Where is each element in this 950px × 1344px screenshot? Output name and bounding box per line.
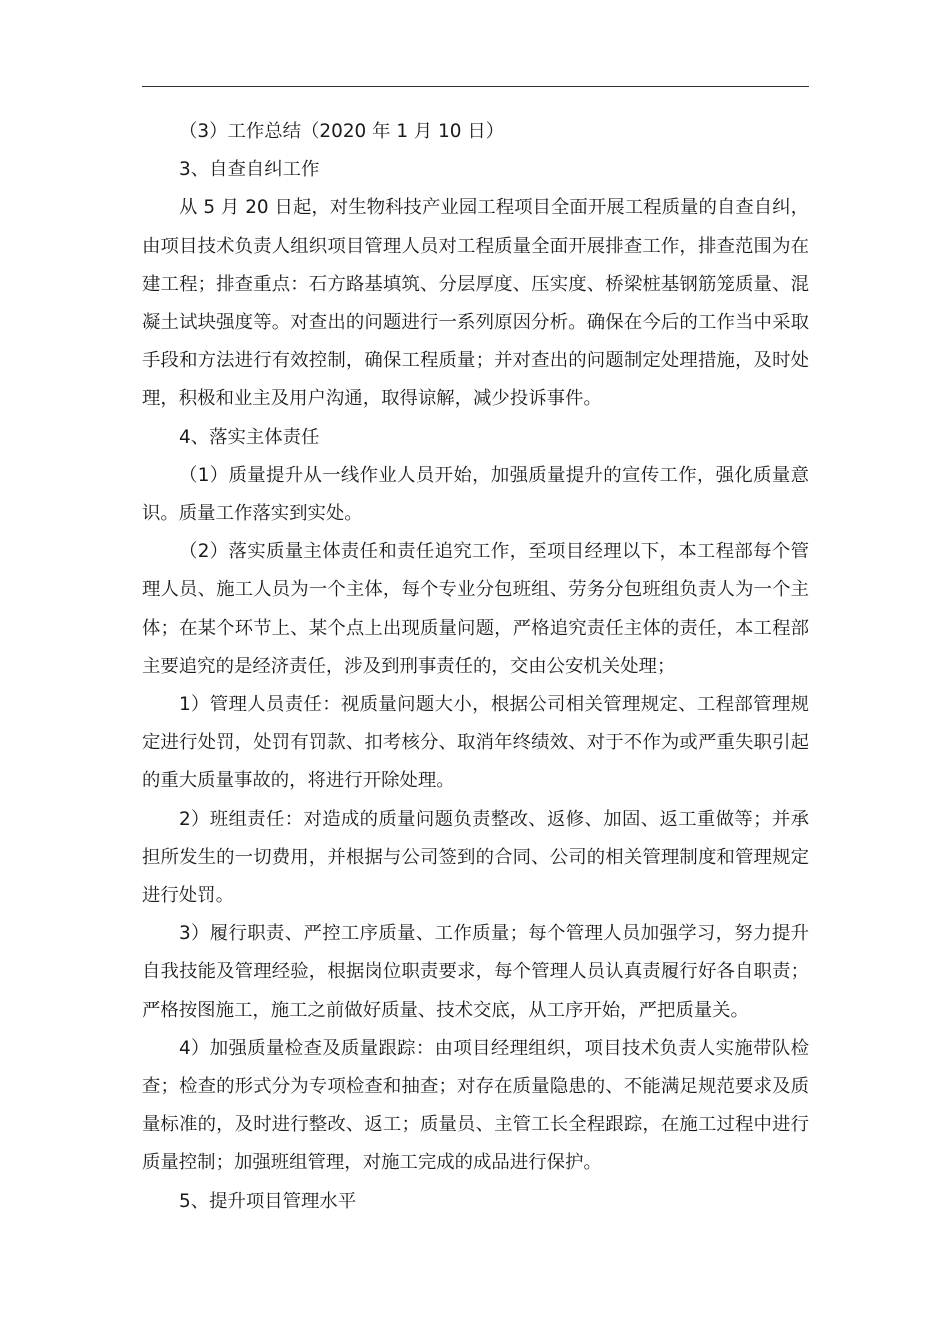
section-heading-self-inspection: 3、自查自纠工作	[179, 159, 320, 181]
section-heading-main-responsibility: 4、落实主体责任	[179, 426, 320, 448]
paragraph-responsibility-1: （1）质量提升从一线作业人员开始，加强质量提升的宣传工作，强化质量意识。质量工作落实到实处。	[142, 464, 809, 525]
paragraph-management-responsibility: 1）管理人员责任：视质量问题大小，根据公司相关管理规定、工程部管理规定进行处罚，处罚有罚款、扣考核分、取消年终绩效、对于不作为或严重失职引起的重大质量事故的，将进行开除处理。	[142, 694, 809, 792]
section-heading-management-level: 5、提升项目管理水平	[179, 1190, 357, 1212]
paragraph-self-inspection: 从 5 月 20 日起，对生物科技产业园工程项目全面开展工程质量的自查自纠，由项目技术负责人组织项目管理人员对工程质量全面开展排查工作，排查范围为在建工程；排查重点：石方路基填筑、分层厚度、压实度、桥梁桩基钢筋笼质量、混凝土试块强度等。对查出的问题进行一系列原因分析。确保在今后的工作当中采取手段和方法进行有效控制，确保工程质量；并对查出的问题制定处理措施，及时处理，积极和业主及用户沟通，取得谅解，减少投诉事件。	[142, 197, 809, 410]
header-rule	[142, 86, 809, 87]
section-heading-work-summary: （3）工作总结（2020 年 1 月 10 日）	[179, 121, 505, 142]
paragraph-duty-performance: 3）履行职责、严控工序质量、工作质量；每个管理人员加强学习，努力提升自我技能及管理经验，根据岗位职责要求，每个管理人员认真责履行好各自职责；严格按图施工，施工之前做好质量、技术交底，从工序开始，严把质量关。	[142, 923, 809, 1021]
paragraph-responsibility-2: （2）落实质量主体责任和责任追究工作，至项目经理以下，本工程部每个管理人员、施工人员为一个主体，每个专业分包班组、劳务分包班组负责人为一个主体；在某个环节上、某个点上出现质量问题，严格追究责任主体的责任，本工程部主要追究的是经济责任，涉及到刑事责任的，交由公安机关处理；	[142, 541, 809, 677]
document-body	[142, 113, 809, 1221]
paragraph-quality-inspection: 4）加强质量检查及质量跟踪：由项目经理组织，项目技术负责人实施带队检查；检查的形式分为专项检查和抽查；对存在质量隐患的、不能满足规范要求及质量标准的，及时进行整改、返工；质量员、主管工长全程跟踪，在施工过程中进行质量控制；加强班组管理，对施工完成的成品进行保护。	[142, 1037, 809, 1174]
paragraph-team-responsibility: 2）班组责任：对造成的质量问题负责整改、返修、加固、返工重做等；并承担所发生的一切费用，并根据与公司签到的合同、公司的相关管理制度和管理规定进行处罚。	[142, 808, 809, 907]
